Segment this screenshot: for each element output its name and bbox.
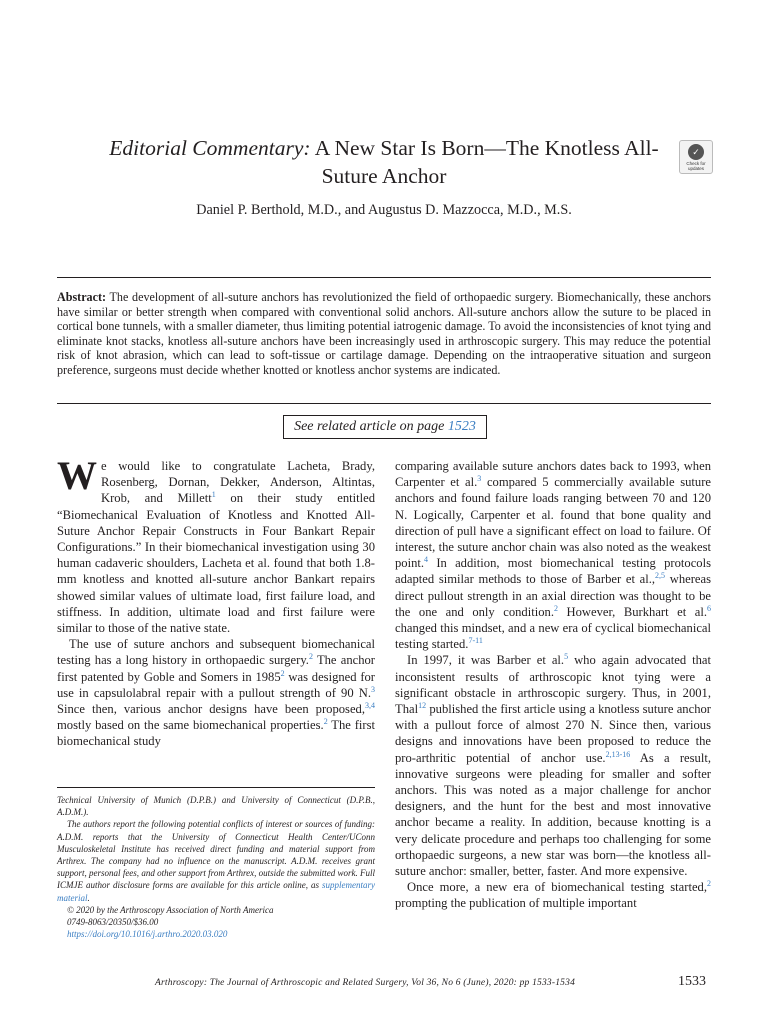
check-updates-icon: ✓: [688, 144, 704, 160]
disclosure-text: The authors report the following potential conflicts of interest or sources of funding: A.D.M. reports that the University of Connecticut Health Center/UConn Musculoskeletal Institute has received direct funding and material support from Arthrex. The company had no influence on the manuscript. A.D.M. receives grant support, personal fees, and other support from Arthrex, outside the submitted work. Full ICMJE author disclosure forms are available for this article online, as: [57, 819, 375, 891]
right-column: [395, 458, 711, 912]
text-run: e would like to congratulate Lacheta, Brady, Rosenberg, Dornan, Dekker, Anderson, Altintas, Krob, and Millett: [101, 459, 375, 506]
citation-link[interactable]: 1: [211, 490, 216, 500]
citation-link[interactable]: 4: [424, 555, 429, 565]
text-run: published the first article using a knotless suture anchor with a pullout force of almost 270 N. Since then, various designs and innovations have been proposed to reduce the pro-arthritic potential of anchor use.: [395, 702, 711, 765]
bottom-rule: [57, 403, 711, 404]
title-rest: A New Star Is Born—The Knotless All-Suture Anchor: [314, 136, 659, 188]
footnote: [57, 794, 375, 940]
authors: Daniel P. Berthold, M.D., and Augustus D. Mazzocca, M.D., M.S.: [196, 202, 572, 218]
text-run: In addition, most biomechanical testing protocols adapted similar methods to those of Barber et al.,: [395, 556, 711, 587]
citation-link[interactable]: 2,13-16: [605, 749, 631, 759]
citation-link[interactable]: 3: [371, 684, 375, 694]
text-run: whereas direct pullout strength in an axial direction was thought to be the one and only condition.: [395, 572, 712, 619]
text-run: was designed for use in capsulolabral repair with a pullout strength of 90 N.: [57, 669, 375, 700]
text-run: compared 5 commercially available suture anchors and found failure loads ranging between 70 and 120 N. Logically, Carpenter et al. found that bone quality and direction of pull have a significant effect on load to failure. Of interest, the suture anchor chain was also noted as the weakest point.: [395, 475, 711, 571]
citation-link[interactable]: 3,4: [365, 700, 375, 710]
drop-cap: W: [57, 453, 97, 498]
text-run: who again advocated that inconsistent results of arthroscopic knot tying were a significant obstacle in arthroscopic surgery. Thus, in 2001, Thal: [395, 653, 712, 717]
citation-link[interactable]: 7-11: [468, 636, 483, 646]
text-run: The first biomechanical study: [57, 718, 375, 749]
citation-link[interactable]: 2: [280, 668, 285, 678]
journal-footer: Arthroscopy: The Journal of Arthroscopic and Related Surgery, Vol 36, No 6 (June), 2020: pp 1533-1534: [155, 978, 576, 988]
related-text: See related article on page: [294, 419, 445, 434]
left-paragraph-2: [57, 636, 375, 749]
title-prefix: Editorial Commentary:: [109, 136, 311, 160]
citation-link[interactable]: 6: [707, 603, 711, 613]
citation-link[interactable]: 5: [564, 652, 569, 662]
text-run: changed this mindset, and a new era of cyclical biomechanical testing started.: [395, 621, 711, 652]
footnote-rule: [57, 787, 375, 788]
citation-link[interactable]: 2: [308, 652, 313, 662]
text-run: comparing available suture anchors dates back to 1993, when Carpenter et al.: [395, 459, 711, 490]
text-run: The anchor first patented by Goble and Somers in 1985: [57, 653, 375, 684]
citation-link[interactable]: 3: [477, 474, 482, 484]
article-title: [100, 134, 668, 190]
right-paragraph-1: [395, 458, 711, 652]
supplementary-link[interactable]: supplementary material: [57, 880, 376, 903]
abstract-label: Abstract:: [57, 290, 107, 304]
abstract-text: The development of all-suture anchors has revolutionized the field of orthopaedic surgery. Biomechanically, these anchors have similar or better strength when compared with conventional solid anchors. All-suture anchors allow the suture to be placed in cortical bone tunnels, with a smaller diameter, thus limiting potential iatrogenic damage. To avoid the inconsistencies of knot tying and eliminate knot stacks, knotless all-suture anchors have been increasingly used in arthroscopic surgery. This may reduce the potential risk of knot abrasion, which can lead to soft-tissue or cartilage damage. Depending on the intraoperative situation and surgeon preference, surgeons must decide whether knotted or knotless anchor systems are indicated.: [57, 290, 711, 377]
citation-link[interactable]: 2: [707, 879, 711, 889]
text-run: Since then, various anchor designs have been proposed,: [57, 702, 365, 717]
citation-link[interactable]: 12: [418, 700, 427, 710]
page-number: 1533: [678, 974, 706, 989]
footnote-copyright: © 2020 by the Arthroscopy Association of North America: [67, 904, 274, 915]
text-run: on their study entitled “Biomechanical Evaluation of Knotless and Knotted All-Suture Anchor Repair Constructs in Four Bankart Repair Configurations.” In their biomechanical investigation using 30 human cadaveric shoulders, Lacheta et al. found that both 1.8-mm knotless and knotted all-suture anchor Bankart repairs showed similar values of ultimate load, first failure load, and stiffness. In addition, ultimate load and first failure were similar to those of the native state.: [57, 491, 376, 636]
text-run: However, Burkhart et al.: [557, 604, 707, 619]
text-run: The use of suture anchors and subsequent biomechanical testing has a long history in orthopaedic surgery.: [57, 637, 375, 668]
citation-link[interactable]: 2: [323, 717, 328, 727]
text-run: Once more, a new era of biomechanical testing started,: [407, 880, 707, 895]
footnote-disclosure: The authors report the following potential conflicts of interest or sources of funding: A.D.M. reports that the University of Connecticut Health Center/UConn Musculoskeletal Institute has received direct funding and material support from Arthrex. The company had no influence on the manuscript. A.D.M. receives grant support, personal fees, and other support from Arthrex, outside the submitted work. Full ICMJE author disclosure forms are available for this article online, as supplementary material.: [57, 819, 376, 903]
footnote-affiliation: Technical University of Munich (D.P.B.) and University of Connecticut (D.P.B., A.D.M.).: [57, 795, 375, 818]
doi-link[interactable]: https://doi.org/10.1016/j.arthro.2020.03.020: [67, 929, 228, 940]
text-run: mostly based on the same biomechanical properties.: [57, 718, 324, 733]
top-rule: [57, 277, 711, 278]
citation-link[interactable]: 2: [553, 603, 558, 613]
related-page-link[interactable]: 1523: [447, 419, 476, 434]
text-run: prompting the publication of multiple important: [395, 896, 637, 911]
citation-link[interactable]: 2,5: [655, 571, 666, 581]
left-paragraph-1: [57, 453, 376, 636]
related-article-box: [283, 415, 487, 439]
check-for-updates-badge[interactable]: [679, 140, 713, 174]
right-paragraph-3: [395, 879, 711, 911]
footnote-issn: 0749-8063/20350/$36.00: [67, 917, 159, 928]
text-run: In 1997, it was Barber et al.: [407, 653, 565, 668]
left-column: [57, 453, 376, 750]
badge-label: Check for updates: [686, 161, 706, 171]
abstract: [57, 290, 711, 378]
text-run: As a result, innovative surgeons were pleading for smaller and softer anchors. This was noted as a major challenge for anchor designers, and the hunt for the best and most innovative anchor became a reality. In addition, because knotting is a very delicate procedure and perhaps too challenging for some orthopaedic surgeons, a new star was born—the knotless all-suture anchor: smaller, better, faster. And more expensive.: [395, 750, 711, 879]
right-paragraph-2: [395, 652, 711, 879]
